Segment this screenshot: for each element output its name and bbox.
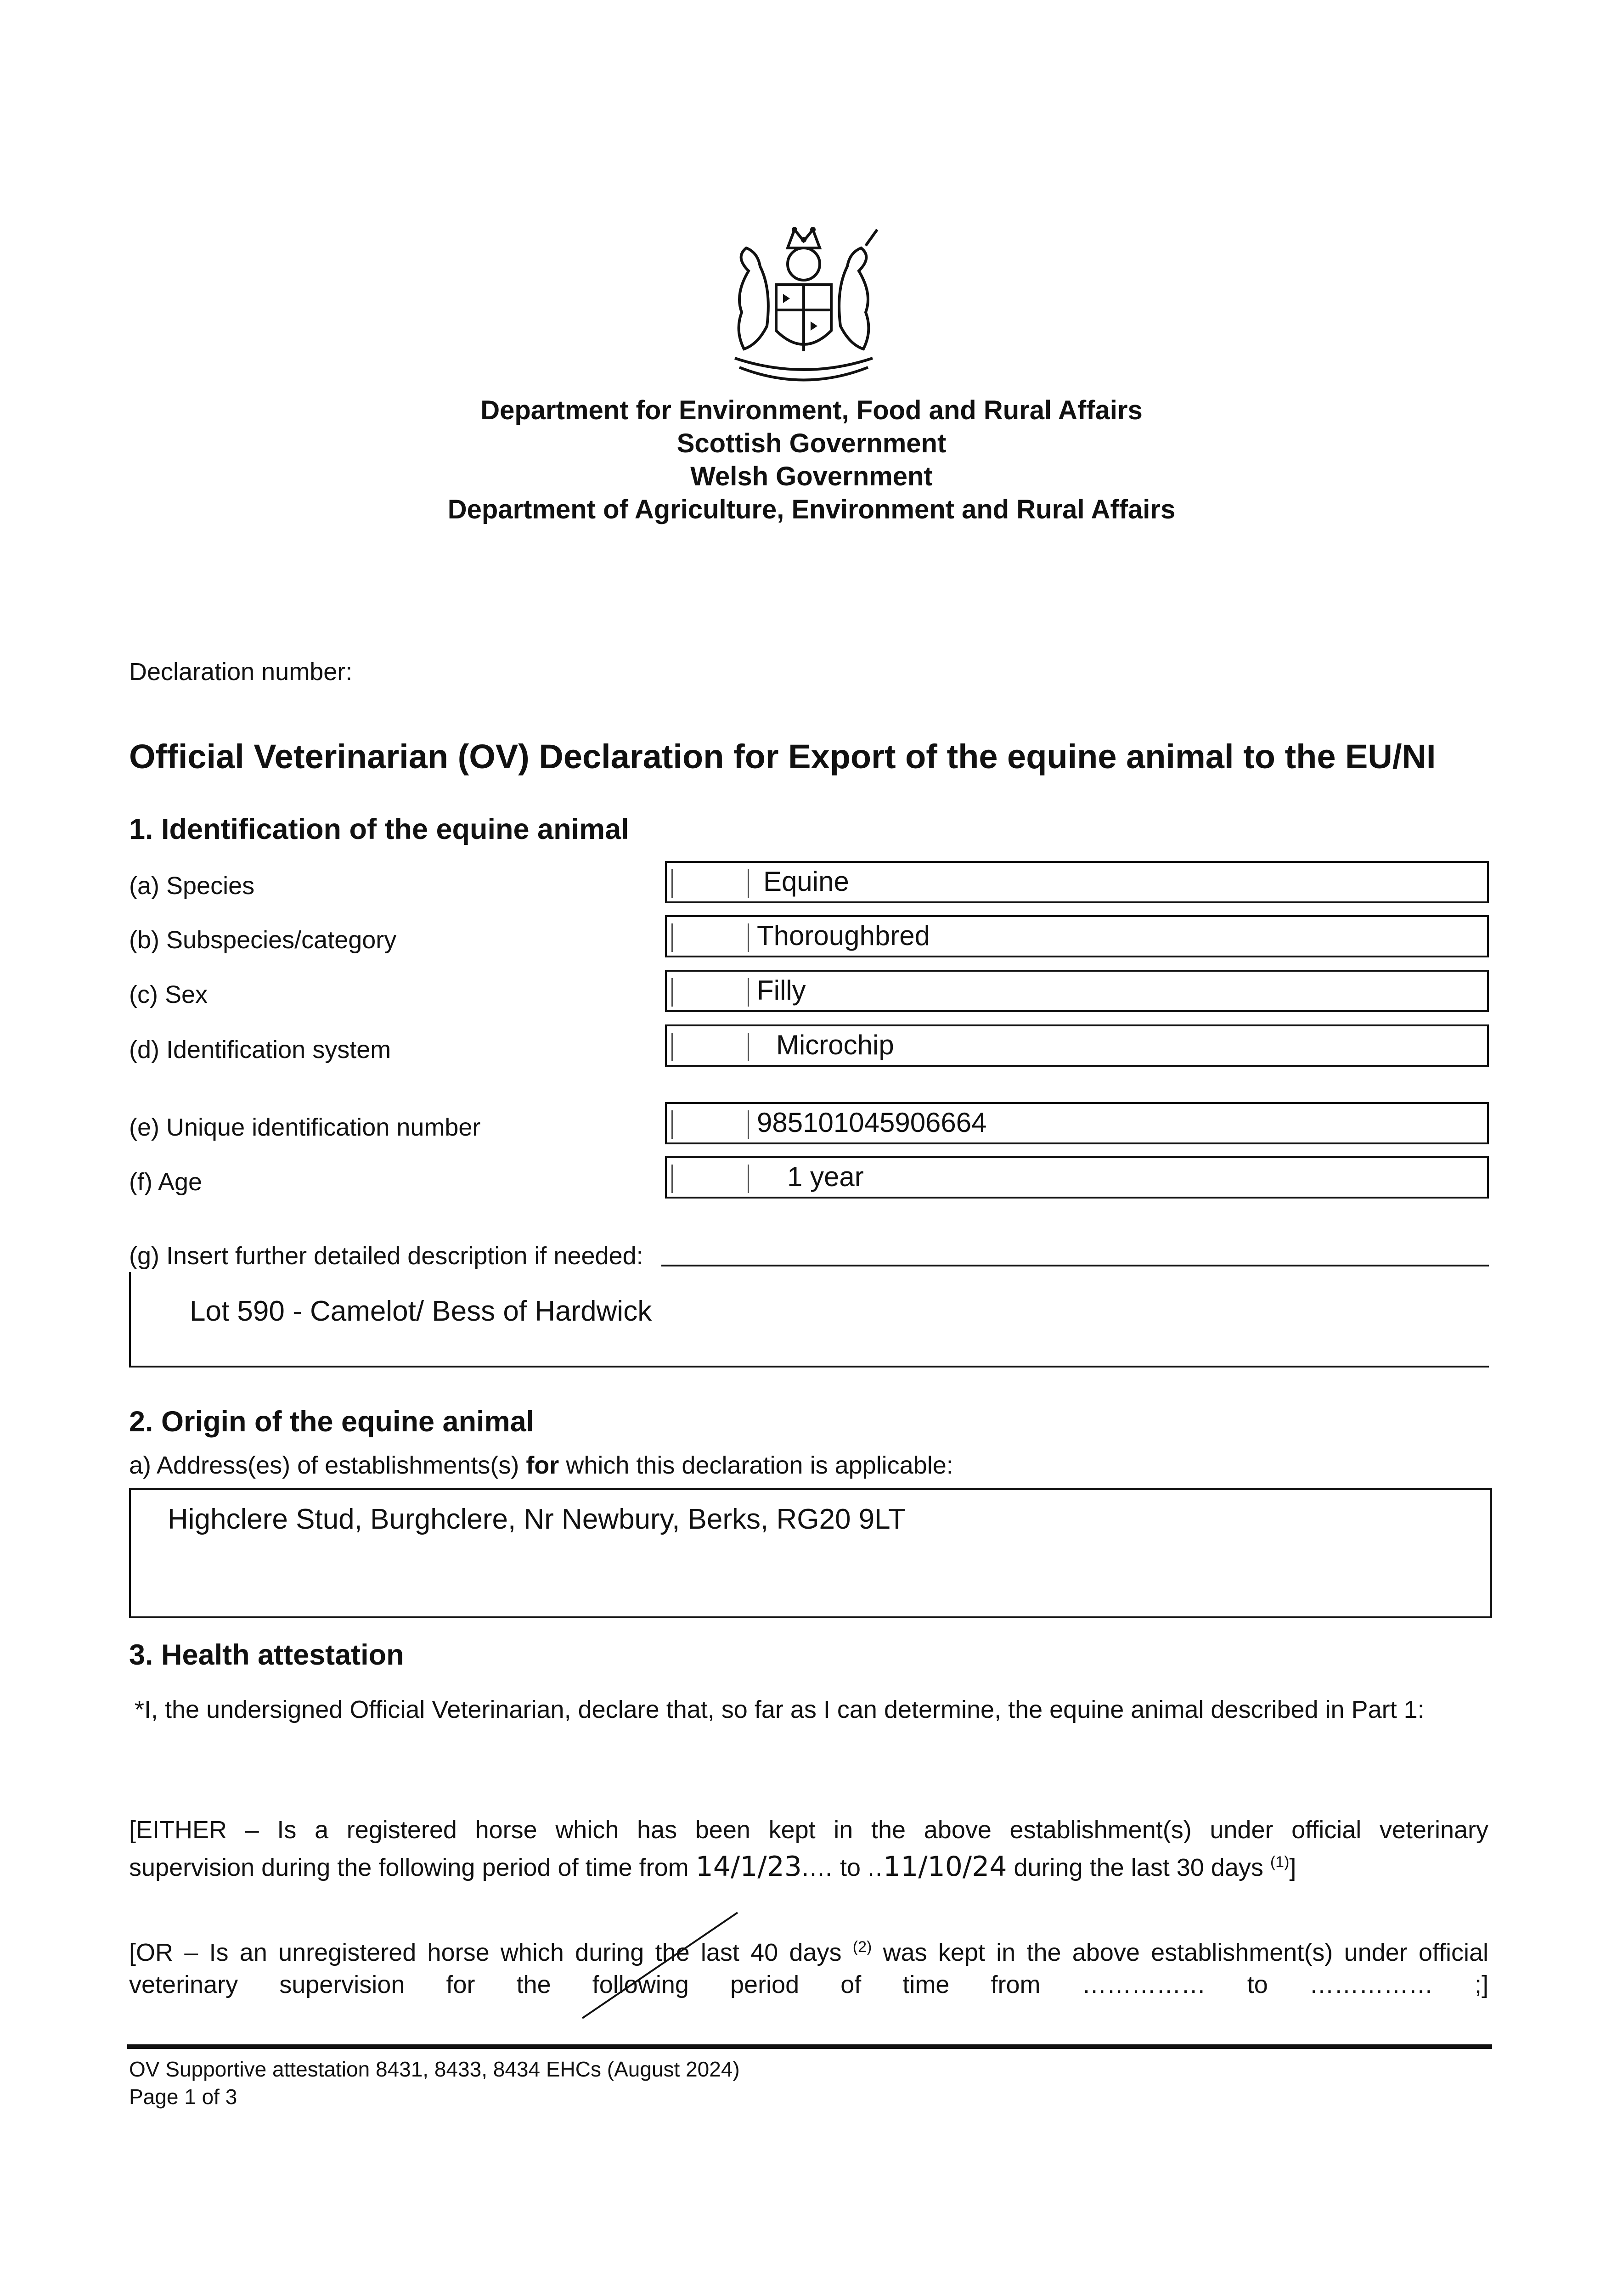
either-clause-line1: [EITHER – Is a registered horse which has been kept in the above establishment(s) under official veterinary bbox=[129, 1816, 1488, 1844]
establishment-address-box[interactable] bbox=[129, 1488, 1492, 1618]
establishment-address-value: Highclere Stud, Burghclere, Nr Newbury, Berks, RG20 9LT bbox=[168, 1503, 906, 1535]
age-field[interactable] bbox=[665, 1156, 1489, 1199]
identification-system-value: Microchip bbox=[776, 1030, 894, 1060]
age-label: (f) Age bbox=[129, 1168, 203, 1196]
issuing-authorities bbox=[0, 394, 1623, 526]
further-description-box[interactable] bbox=[129, 1272, 1489, 1367]
species-field[interactable] bbox=[665, 861, 1489, 903]
footer-page-number: Page 1 of 3 bbox=[129, 2085, 237, 2109]
header-line-welsh: Welsh Government bbox=[690, 461, 933, 491]
footer-rule bbox=[127, 2044, 1492, 2049]
footer-reference: OV Supportive attestation 8431, 8433, 8434 EHCs (August 2024) bbox=[129, 2057, 740, 2081]
header-line-scottish: Scottish Government bbox=[676, 428, 947, 458]
section-3-heading: 3. Health attestation bbox=[129, 1639, 404, 1671]
subspecies-value: Thoroughbred bbox=[757, 920, 930, 951]
identification-system-field[interactable] bbox=[665, 1024, 1489, 1067]
identification-system-label: (d) Identification system bbox=[129, 1036, 391, 1064]
either-clause-line2: supervision during the following period of time from 14/1/23.... to ..11/10/24 during the last 30 days $^{(1)}$] bbox=[129, 1851, 1296, 1883]
either-from-date: 14/1/23 bbox=[695, 1851, 802, 1883]
or-clause-line1: [OR – Is an unregistered horse which during the last 40 days $^{(2)}$ was kept in the above establishment(s) under official bbox=[129, 1938, 1488, 1966]
header-line-daera: Department of Agriculture, Environment and Rural Affairs bbox=[447, 495, 1176, 524]
subspecies-label: (b) Subspecies/category bbox=[129, 926, 397, 954]
either-clause bbox=[129, 1814, 1488, 1884]
declaration-number-label: Declaration number: bbox=[129, 658, 353, 686]
age-value: 1 year bbox=[787, 1161, 864, 1192]
species-value: Equine bbox=[763, 866, 849, 897]
footer bbox=[129, 2055, 740, 2110]
species-label: (a) Species bbox=[129, 872, 255, 900]
sex-field[interactable] bbox=[665, 970, 1489, 1012]
either-to-date: 11/10/24 bbox=[883, 1851, 1007, 1883]
section-2-heading: 2. Origin of the equine animal bbox=[129, 1406, 535, 1438]
document-title: Official Veterinarian (OV) Declaration for Export of the equine animal to the EU/NI bbox=[129, 737, 1436, 776]
strike-through-mark bbox=[569, 1906, 753, 2025]
header-line-defra: Department for Environment, Food and Rural Affairs bbox=[480, 395, 1143, 425]
further-description-value: Lot 590 - Camelot/ Bess of Hardwick bbox=[190, 1295, 652, 1327]
unique-id-field[interactable] bbox=[665, 1102, 1489, 1144]
unique-id-value: 985101045906664 bbox=[757, 1107, 987, 1138]
royal-coat-of-arms-icon bbox=[707, 220, 900, 395]
or-clause bbox=[129, 1931, 1488, 2001]
further-description-label: (g) Insert further detailed description if needed: bbox=[129, 1242, 643, 1270]
section-1-heading: 1. Identification of the equine animal bbox=[129, 813, 629, 845]
subspecies-field[interactable] bbox=[665, 915, 1489, 957]
unique-id-label: (e) Unique identification number bbox=[129, 1114, 481, 1141]
address-label: a) Address(es) of establishments(s) for which this declaration is applicable: bbox=[129, 1452, 953, 1479]
or-clause-line2: veterinary supervision for the following period of time from …………… to …………… ;] bbox=[129, 1971, 1488, 1998]
sex-label: (c) Sex bbox=[129, 981, 208, 1008]
further-description-top-rule bbox=[661, 1265, 1489, 1266]
health-attestation-intro: *I, the undersigned Official Veterinarian, declare that, so far as I can determine, the equine animal described in Part 1: bbox=[135, 1696, 1425, 1723]
sex-value: Filly bbox=[757, 975, 806, 1006]
